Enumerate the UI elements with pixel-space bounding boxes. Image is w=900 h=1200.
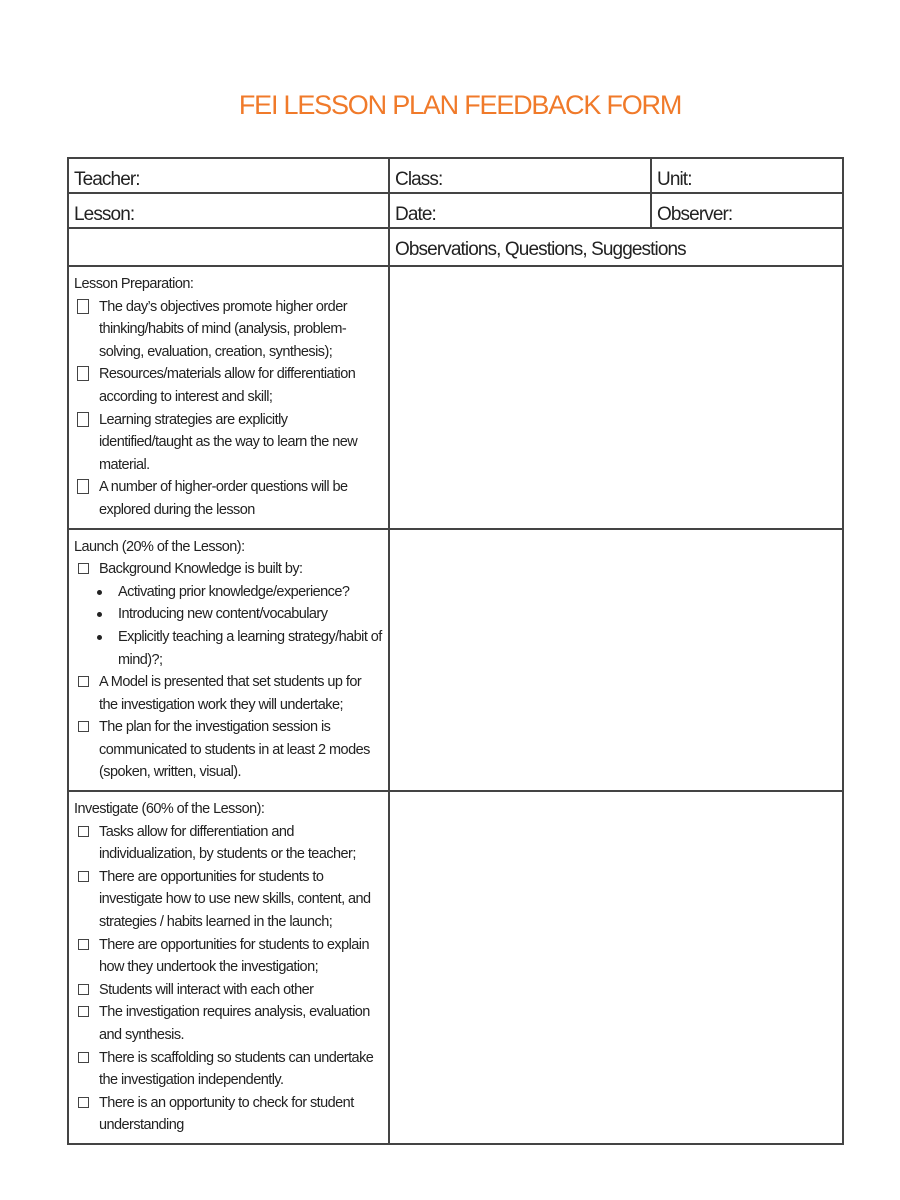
criteria-text: Activating prior knowledge/experience?	[118, 583, 350, 600]
criteria-item	[74, 671, 382, 716]
bullet-icon	[97, 590, 102, 595]
criteria-text: Introducing new content/vocabulary	[118, 606, 328, 623]
checkbox-icon[interactable]	[78, 676, 89, 687]
observations-input[interactable]	[389, 266, 843, 529]
criteria-list	[74, 296, 382, 522]
criteria-item	[74, 866, 382, 934]
header-row-3	[68, 228, 843, 266]
observer-field[interactable]: Observer:	[651, 193, 843, 228]
criteria-item	[74, 363, 382, 408]
criteria-item	[74, 603, 382, 626]
criteria-text: A number of higher-order questions will be explored during the lesson	[99, 479, 348, 518]
unit-field[interactable]: Unit:	[651, 158, 843, 193]
section-heading: Investigate (60% of the Lesson):	[74, 801, 265, 818]
checkbox-icon[interactable]	[78, 1052, 89, 1063]
bullet-icon	[97, 612, 102, 617]
blank-cell	[68, 228, 389, 266]
criteria-text: Learning strategies are explicitly identified/taught as the way to learn the new material.	[99, 411, 358, 473]
criteria-item	[74, 581, 382, 604]
section-investigate	[68, 791, 389, 1144]
criteria-item	[74, 558, 382, 581]
checkbox-icon[interactable]	[78, 826, 89, 837]
section-row	[68, 791, 843, 1144]
header-row-2	[68, 193, 843, 228]
criteria-item	[74, 979, 382, 1002]
criteria-text: There are opportunities for students to investigate how to use new skills, content, and strategies / habits learned in the launch;	[99, 868, 371, 931]
criteria-item	[74, 821, 382, 866]
checkbox-icon[interactable]	[77, 366, 89, 381]
criteria-text: There is an opportunity to check for student understanding	[99, 1094, 354, 1134]
checkbox-icon[interactable]	[77, 479, 89, 494]
section-row	[68, 529, 843, 792]
checkbox-icon[interactable]	[78, 1006, 89, 1017]
criteria-item	[74, 296, 382, 364]
checkbox-icon[interactable]	[77, 299, 89, 314]
criteria-text: There is scaffolding so students can undertake the investigation independently.	[99, 1049, 374, 1089]
criteria-text: The investigation requires analysis, evaluation and synthesis.	[99, 1004, 370, 1043]
criteria-text: Tasks allow for differentiation and individualization, by students or the teacher;	[99, 823, 356, 863]
lesson-field[interactable]: Lesson:	[68, 193, 389, 228]
bullet-icon	[97, 635, 102, 640]
section-heading: Lesson Preparation:	[74, 276, 194, 292]
criteria-item	[74, 1047, 382, 1092]
feedback-table	[67, 157, 844, 1145]
criteria-item	[74, 716, 382, 784]
checkbox-icon[interactable]	[78, 939, 89, 950]
criteria-item	[74, 409, 382, 477]
criteria-text: Explicitly teaching a learning strategy/habit of mind)?;	[118, 628, 382, 668]
observations-input[interactable]	[389, 791, 843, 1144]
observations-heading: Observations, Questions, Suggestions	[389, 228, 843, 266]
criteria-item	[74, 626, 382, 671]
date-field[interactable]: Date:	[389, 193, 651, 228]
criteria-item	[74, 934, 382, 979]
checkbox-icon[interactable]	[78, 1097, 89, 1108]
class-field[interactable]: Class:	[389, 158, 651, 193]
criteria-list	[74, 558, 382, 784]
criteria-item	[74, 476, 382, 521]
teacher-field[interactable]: Teacher:	[68, 158, 389, 193]
form-title: FEI LESSON PLAN FEEDBACK FORM	[238, 90, 682, 120]
header-row-1	[68, 158, 843, 193]
criteria-text: There are opportunities for students to explain how they undertook the investigation;	[99, 936, 369, 976]
criteria-text: Students will interact with each other	[99, 981, 314, 998]
criteria-text: Resources/materials allow for differentiation according to interest and skill;	[99, 366, 356, 405]
checkbox-icon[interactable]	[78, 563, 89, 574]
observations-input[interactable]	[389, 529, 843, 792]
criteria-item	[74, 1092, 382, 1137]
criteria-text: A Model is presented that set students up for the investigation work they will undertake;	[99, 674, 362, 713]
checkbox-icon[interactable]	[78, 721, 89, 732]
section-lesson-preparation	[68, 266, 389, 529]
section-row	[68, 266, 843, 529]
checkbox-icon[interactable]	[77, 412, 89, 427]
criteria-text: The day’s objectives promote higher order thinking/habits of mind (analysis, problem-solving, evaluation, creation, synthesis);	[99, 298, 347, 360]
checkbox-icon[interactable]	[78, 984, 89, 995]
criteria-item	[74, 1001, 382, 1046]
checkbox-icon[interactable]	[78, 871, 89, 882]
criteria-list	[74, 821, 382, 1137]
section-heading: Launch (20% of the Lesson):	[74, 538, 245, 555]
criteria-text: Background Knowledge is built by:	[99, 561, 303, 578]
section-launch	[68, 529, 389, 792]
criteria-text: The plan for the investigation session is communicated to students in at least 2 modes (spoken, written, visual).	[99, 719, 370, 781]
